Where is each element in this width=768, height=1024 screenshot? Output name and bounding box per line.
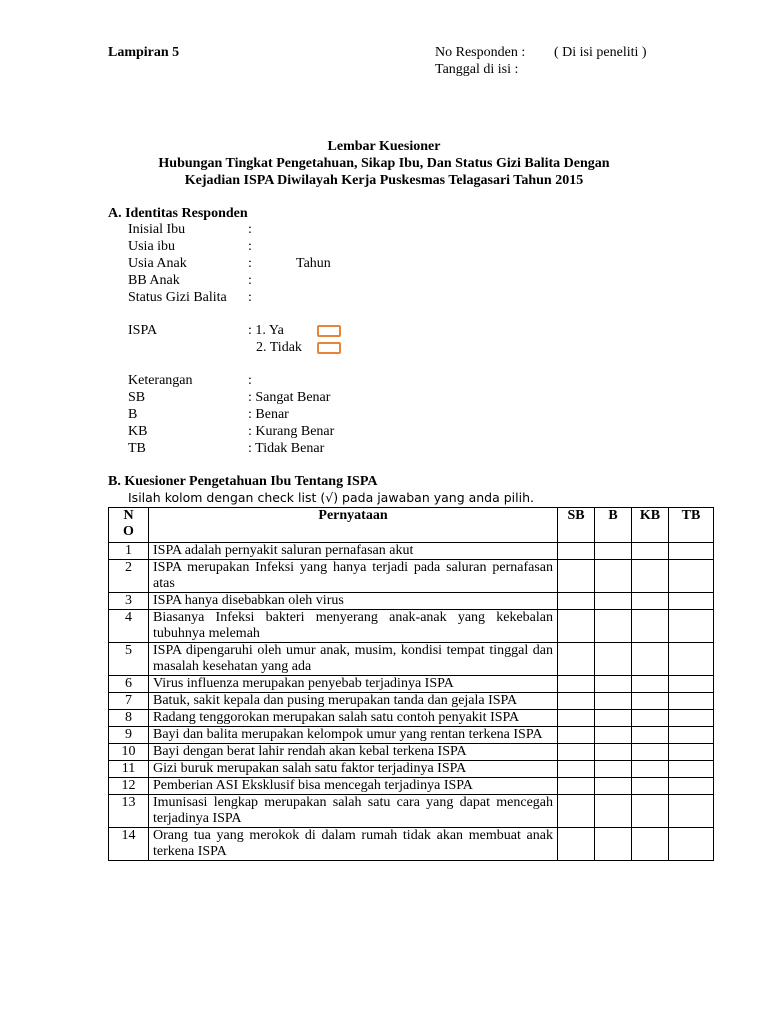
header-no xyxy=(109,508,149,543)
answer-cell-sb[interactable] xyxy=(558,727,595,744)
table-row xyxy=(109,710,714,727)
no-responden-value: ( Di isi peneliti ) xyxy=(554,45,647,60)
section-b-heading: B. Kuesioner Pengetahuan Ibu Tentang ISPA xyxy=(108,474,378,489)
answer-cell-tb[interactable] xyxy=(669,727,714,744)
answer-cell-tb[interactable] xyxy=(669,828,714,861)
answer-cell-sb[interactable] xyxy=(558,543,595,560)
section-b-instruction: Isilah kolom dengan check list (√) pada jawaban yang anda pilih. xyxy=(128,490,534,505)
row-statement: ISPA merupakan Infeksi yang hanya terjadi pada saluran pernafasan atas xyxy=(149,560,558,593)
row-statement: Gizi buruk merupakan salah satu faktor terjadinya ISPA xyxy=(149,761,558,778)
header-statement: Pernyataan xyxy=(149,508,558,543)
row-number: 7 xyxy=(109,693,149,710)
answer-cell-kb[interactable] xyxy=(632,778,669,795)
field-label: Status Gizi Balita xyxy=(128,290,227,305)
answer-cell-b[interactable] xyxy=(595,710,632,727)
answer-cell-sb[interactable] xyxy=(558,828,595,861)
answer-cell-b[interactable] xyxy=(595,778,632,795)
document-subtitle-line1: Hubungan Tingkat Pengetahuan, Sikap Ibu, Dan Status Gizi Balita Dengan xyxy=(158,156,610,171)
answer-cell-b[interactable] xyxy=(595,693,632,710)
legend-code: KB xyxy=(128,424,148,439)
questionnaire-table xyxy=(108,507,714,861)
row-number: 1 xyxy=(109,543,149,560)
table-row xyxy=(109,676,714,693)
row-number: 12 xyxy=(109,778,149,795)
field-separator: : xyxy=(248,256,252,271)
answer-cell-kb[interactable] xyxy=(632,693,669,710)
answer-cell-kb[interactable] xyxy=(632,761,669,778)
legend-meaning: : Benar xyxy=(248,407,289,422)
table-row xyxy=(109,744,714,761)
answer-cell-kb[interactable] xyxy=(632,710,669,727)
answer-cell-kb[interactable] xyxy=(632,676,669,693)
answer-cell-sb[interactable] xyxy=(558,761,595,778)
answer-cell-b[interactable] xyxy=(595,643,632,676)
field-separator: : xyxy=(248,273,252,288)
answer-cell-tb[interactable] xyxy=(669,676,714,693)
row-number: 10 xyxy=(109,744,149,761)
answer-cell-kb[interactable] xyxy=(632,610,669,643)
answer-cell-b[interactable] xyxy=(595,828,632,861)
answer-cell-kb[interactable] xyxy=(632,795,669,828)
field-separator: : xyxy=(248,222,252,237)
row-statement: ISPA adalah pernyakit saluran pernafasan akut xyxy=(149,543,558,560)
row-statement: Pemberian ASI Eksklusif bisa mencegah terjadinya ISPA xyxy=(149,778,558,795)
legend-code: B xyxy=(128,407,138,422)
answer-cell-b[interactable] xyxy=(595,727,632,744)
legend-meaning: : Tidak Benar xyxy=(248,441,325,456)
answer-cell-kb[interactable] xyxy=(632,643,669,676)
answer-cell-tb[interactable] xyxy=(669,744,714,761)
row-statement: Orang tua yang merokok di dalam rumah tidak akan membuat anak terkena ISPA xyxy=(149,828,558,861)
ispa-ya-checkbox[interactable] xyxy=(317,325,341,337)
answer-cell-sb[interactable] xyxy=(558,593,595,610)
row-number: 9 xyxy=(109,727,149,744)
row-number: 14 xyxy=(109,828,149,861)
answer-cell-sb[interactable] xyxy=(558,710,595,727)
answer-cell-sb[interactable] xyxy=(558,744,595,761)
answer-cell-tb[interactable] xyxy=(669,761,714,778)
answer-cell-tb[interactable] xyxy=(669,710,714,727)
table-row xyxy=(109,778,714,795)
answer-cell-b[interactable] xyxy=(595,610,632,643)
legend-code: TB xyxy=(128,441,146,456)
field-separator: : xyxy=(248,239,252,254)
row-number: 2 xyxy=(109,560,149,593)
no-responden-label: No Responden : xyxy=(435,45,526,60)
ispa-tidak-checkbox[interactable] xyxy=(317,342,341,354)
row-statement: Virus influenza merupakan penyebab terjadinya ISPA xyxy=(149,676,558,693)
header-no-line2: O xyxy=(123,524,134,539)
table-row xyxy=(109,761,714,778)
row-statement: Bayi dan balita merupakan kelompok umur yang rentan terkena ISPA xyxy=(149,727,558,744)
table-row xyxy=(109,560,714,593)
table-row xyxy=(109,828,714,861)
answer-cell-sb[interactable] xyxy=(558,610,595,643)
answer-cell-b[interactable] xyxy=(595,761,632,778)
answer-cell-sb[interactable] xyxy=(558,560,595,593)
field-suffix: Tahun xyxy=(296,256,331,271)
table-row xyxy=(109,543,714,560)
document-subtitle-line2: Kejadian ISPA Diwilayah Kerja Puskesmas Telagasari Tahun 2015 xyxy=(184,173,584,188)
row-number: 8 xyxy=(109,710,149,727)
row-number: 13 xyxy=(109,795,149,828)
header-sb: SB xyxy=(558,508,595,543)
row-statement: Imunisasi lengkap merupakan salah satu cara yang dapat mencegah terjadinya ISPA xyxy=(149,795,558,828)
document-title: Lembar Kuesioner xyxy=(327,139,441,154)
answer-cell-tb[interactable] xyxy=(669,778,714,795)
field-label: Usia ibu xyxy=(128,239,176,254)
answer-cell-kb[interactable] xyxy=(632,828,669,861)
header-no-line1: N xyxy=(123,508,134,523)
answer-cell-b[interactable] xyxy=(595,560,632,593)
row-number: 3 xyxy=(109,593,149,610)
answer-cell-tb[interactable] xyxy=(669,610,714,643)
ispa-label: ISPA xyxy=(128,323,158,338)
row-statement: ISPA hanya disebabkan oleh virus xyxy=(149,593,558,610)
answer-cell-tb[interactable] xyxy=(669,560,714,593)
answer-cell-sb[interactable] xyxy=(558,676,595,693)
answer-cell-kb[interactable] xyxy=(632,727,669,744)
answer-cell-sb[interactable] xyxy=(558,778,595,795)
tanggal-label: Tanggal di isi : xyxy=(435,62,519,77)
answer-cell-sb[interactable] xyxy=(558,643,595,676)
answer-cell-b[interactable] xyxy=(595,543,632,560)
table-row xyxy=(109,795,714,828)
table-row xyxy=(109,643,714,676)
legend-meaning: : Sangat Benar xyxy=(248,390,331,405)
row-statement: Batuk, sakit kepala dan pusing merupakan tanda dan gejala ISPA xyxy=(149,693,558,710)
row-number: 11 xyxy=(109,761,149,778)
row-statement: Bayi dengan berat lahir rendah akan kebal terkena ISPA xyxy=(149,744,558,761)
ispa-option-ya: : 1. Ya xyxy=(248,323,284,338)
header-kb: KB xyxy=(632,508,669,543)
keterangan-label: Keterangan xyxy=(128,373,193,388)
row-number: 6 xyxy=(109,676,149,693)
row-statement: Biasanya Infeksi bakteri menyerang anak-anak yang kekebalan tubuhnya melemah xyxy=(149,610,558,643)
header-b: B xyxy=(595,508,632,543)
answer-cell-sb[interactable] xyxy=(558,693,595,710)
table-row xyxy=(109,593,714,610)
row-statement: ISPA dipengaruhi oleh umur anak, musim, kondisi tempat tinggal dan masalah kesehatan yang ada xyxy=(149,643,558,676)
answer-cell-kb[interactable] xyxy=(632,560,669,593)
lampiran-label: Lampiran 5 xyxy=(108,45,180,60)
answer-cell-sb[interactable] xyxy=(558,795,595,828)
answer-cell-b[interactable] xyxy=(595,795,632,828)
answer-cell-b[interactable] xyxy=(595,593,632,610)
answer-cell-tb[interactable] xyxy=(669,693,714,710)
row-number: 4 xyxy=(109,610,149,643)
section-a-heading: A. Identitas Responden xyxy=(108,206,248,221)
field-label: Inisial Ibu xyxy=(128,222,186,237)
legend-meaning: : Kurang Benar xyxy=(248,424,335,439)
table-row xyxy=(109,693,714,710)
answer-cell-tb[interactable] xyxy=(669,543,714,560)
answer-cell-tb[interactable] xyxy=(669,643,714,676)
field-label: BB Anak xyxy=(128,273,180,288)
answer-cell-b[interactable] xyxy=(595,676,632,693)
answer-cell-b[interactable] xyxy=(595,744,632,761)
header-tb: TB xyxy=(669,508,714,543)
row-statement: Radang tenggorokan merupakan salah satu contoh penyakit ISPA xyxy=(149,710,558,727)
answer-cell-tb[interactable] xyxy=(669,593,714,610)
keterangan-separator: : xyxy=(248,373,252,388)
ispa-option-tidak: 2. Tidak xyxy=(256,340,302,355)
answer-cell-kb[interactable] xyxy=(632,744,669,761)
row-number: 5 xyxy=(109,643,149,676)
table-row xyxy=(109,610,714,643)
field-label: Usia Anak xyxy=(128,256,187,271)
answer-cell-kb[interactable] xyxy=(632,543,669,560)
table-row xyxy=(109,727,714,744)
answer-cell-tb[interactable] xyxy=(669,795,714,828)
table-header-row xyxy=(109,508,714,543)
answer-cell-kb[interactable] xyxy=(632,593,669,610)
legend-code: SB xyxy=(128,390,146,405)
field-separator: : xyxy=(248,290,252,305)
